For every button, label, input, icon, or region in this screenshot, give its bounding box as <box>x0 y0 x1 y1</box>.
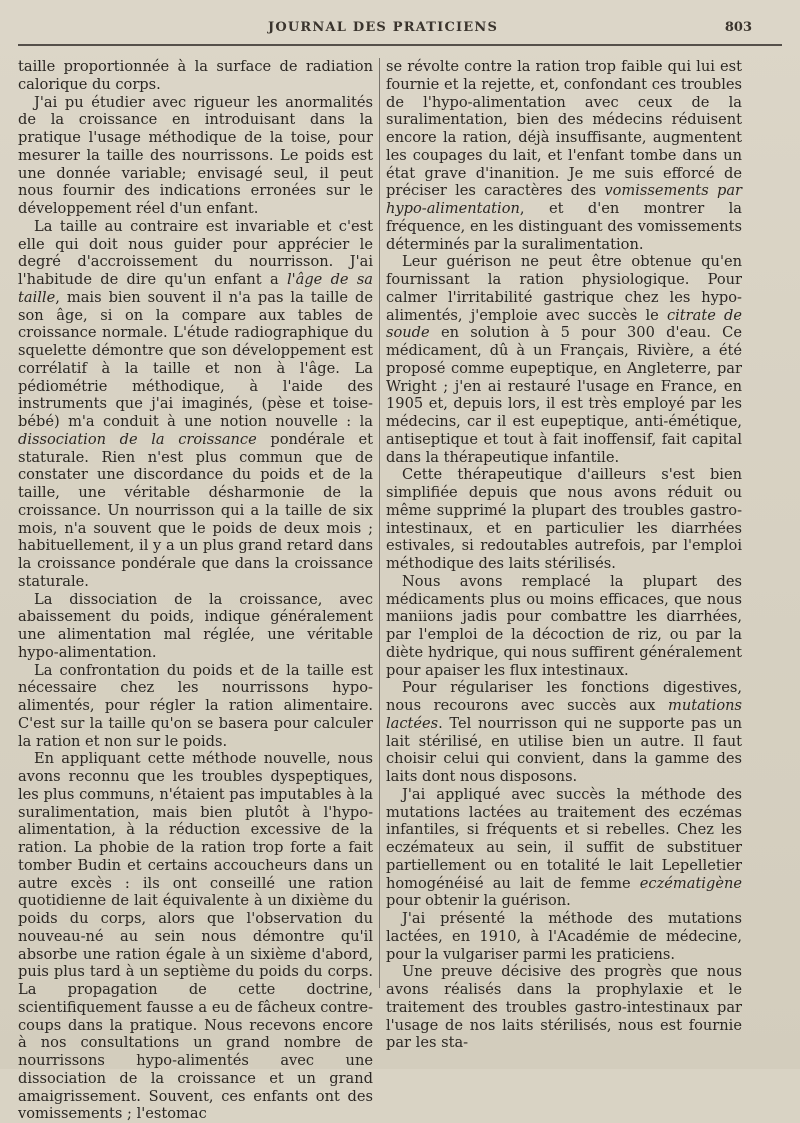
emphasis: eczématigène <box>639 874 742 892</box>
emphasis: citrate de soude <box>386 306 742 342</box>
paragraph: Pour régulariser les fonctions digestives, nous recourons avec succès aux mutations lactées. Tel nourrisson qui ne supporte pas un lait stérilisé, en utilise bien un autre. Il faut choisir celui qui convient, dans la gamme des laits dont nous disposons. <box>386 679 743 785</box>
paragraph: se révolte contre la ration trop faible qui lui est fournie et la rejette, et, confondant ces troubles de l'hypo-alimentation avec ceux de la suralimentation, bien des médecins réduisent encore la ration, déjà insuffisante, augmentent les coupages du lait, et l'enfant tombe dans un état grave d'inanition. Je me suis efforcé de préciser les caractères des vomissements par hypo-alimentation, et d'en montrer la fréquence, en les distinguant des vomissements déterminés par la suralimentation. <box>386 58 743 253</box>
paragraph: J'ai appliqué avec succès la méthode des mutations lactées au traitement des eczémas infantiles, si fréquents et si rebelles. Chez les eczémateux au sein, il suffit de substituer partiellement ou en totalité le lait Lepelletier homogénéisé au lait de femme eczématigène pour obtenir la guérison. <box>386 785 742 910</box>
paragraph: Nous avons remplacé la plupart des médicaments plus ou moins efficaces, que nous maniions jadis pour combattre les diarrhées, par l'emploi de la décoction de riz, ou par la diète hydrique, qui nous suffirent généralement pour apaiser les flux intestinaux. <box>386 572 742 679</box>
paragraph: J'ai pu étudier avec rigueur les anormalités de la croissance en introduisant dans la pratique l'usage méthodique de la toise, pour mesurer la taille des nourrissons. Le poids est une donnée variable; envisagé seul, il peut nous fournir des indications erronées sur le développement réel d'un enfant. <box>18 93 373 217</box>
emphasis: mutations lactées <box>386 697 743 732</box>
paragraph: Leur guérison ne peut être obtenue qu'en fournissant la ration physiologique. Pour calmer l'irritabilité gastrique chez les hypo-alimentés, j'emploie avec succès le citrate de soude en solution à 5 pour 300 d'eau. Ce médicament, dû à un Français, Rivière, a été proposé comme eupeptique, en Angleterre, par Wright ; j'en ai restauré l'usage en France, en 1905 et, depuis lors, il est très employé par les médecins, car il est eupeptique, anti-émétique, antiseptique et tout à fait inoffensif, fait capital dans la thérapeutique infantile. <box>386 253 742 466</box>
paragraph: J'ai présenté la méthode des mutations lactées, en 1910, à l'Académie de médecine, pour la vulgariser parmi les praticiens. <box>386 910 742 963</box>
paragraph: Une preuve décisive des progrès que nous avons réalisés dans la prophylaxie et le traitement des troubles gastro-intestinaux par l'usage de nos laits stérilisés, nous est fournie par les sta- <box>386 963 742 1052</box>
emphasis: l'âge de sa taille <box>18 271 374 306</box>
page-number: 803 <box>724 20 752 35</box>
paragraph: La dissociation de la croissance, avec abaissement du poids, indique généralement une alimentation mal réglée, une véritable hypo-alimentation. <box>18 590 373 661</box>
paragraph: taille proportionnée à la surface de radiation calorique du corps. <box>18 58 373 93</box>
page-header <box>0 18 800 42</box>
paragraph: En appliquant cette méthode nouvelle, nous avons reconnu que les troubles dyspeptiques, les plus communs, n'étaient pas imputables à la suralimentation, mais bien plutôt à l'hypo-alimentation, à la réduction excessive de la ration. La phobie de la ration trop forte a fait tomber Budin et certains accoucheurs dans un autre excès : ils ont conseillé une ration quotidienne de lait équivalente à un dixième du poids du corps, alors que l'observation du nouveau-né au sein nous démontre qu'il absorbe une ration égale à un sixième d'abord, puis plus tard à un septième du poids du corps. La propagation de cette doctrine, scientifiquement fausse a eu de fâcheux contre-coups dans la pratique. Nous recevons encore à nos consultations un grand nombre de nourrissons hypo-alimentés avec une dissociation de la croissance et un grand amaigrissement. Souvent, ces enfants ont des vomissements ; l'estomac <box>18 750 373 1123</box>
right-column <box>386 58 742 1052</box>
header-rule <box>18 44 782 46</box>
left-column <box>18 58 373 1123</box>
paragraph: Cette thérapeutique d'ailleurs s'est bien simplifiée depuis que nous avons réduit ou même supprimé la plupart des troubles gastro-intestinaux, et en particulier les diarrhées estivales, si redoutables autrefois, par l'emploi méthodique des laits stérilisés. <box>386 466 742 572</box>
paragraph: La confrontation du poids et de la taille est nécessaire chez les nourrissons hypo-alimentés, pour régler la ration alimentaire. C'est sur la taille qu'on se basera pour calculer la ration et non sur le poids. <box>18 661 373 750</box>
journal-title: JOURNAL DES PRATICIENS <box>268 20 499 35</box>
paragraph: La taille au contraire est invariable et c'est elle qui doit nous guider pour apprécier le degré d'accroissement du nourrisson. J'ai l'habitude de dire qu'un enfant a l'âge de sa taille, mais bien souvent il n'a pas la taille de son âge, si on la compare aux tables de croissance normale. L'étude radiographique du squelette démontre que son développement est corrélatif à la taille et non à l'âge. La pédiométrie méthodique, à l'aide des instruments que j'ai imaginés, (pèse et toise-bébé) m'a conduit à une notion nouvelle : la dissociation de la croissance pondérale et staturale. Rien n'est plus commun que de constater une discordance du poids et de la taille, une véritable désharmonie de la croissance. Un nourrisson qui a la taille de six mois, n'a souvent que le poids de deux mois ; habituellement, il y a un plus grand retard dans la croissance pondérale que dans la croissance staturale. <box>18 217 374 590</box>
emphasis: dissociation de la croissance <box>18 430 257 448</box>
column-divider <box>379 58 380 988</box>
emphasis: vomissements par hypo-alimentation <box>386 182 743 217</box>
